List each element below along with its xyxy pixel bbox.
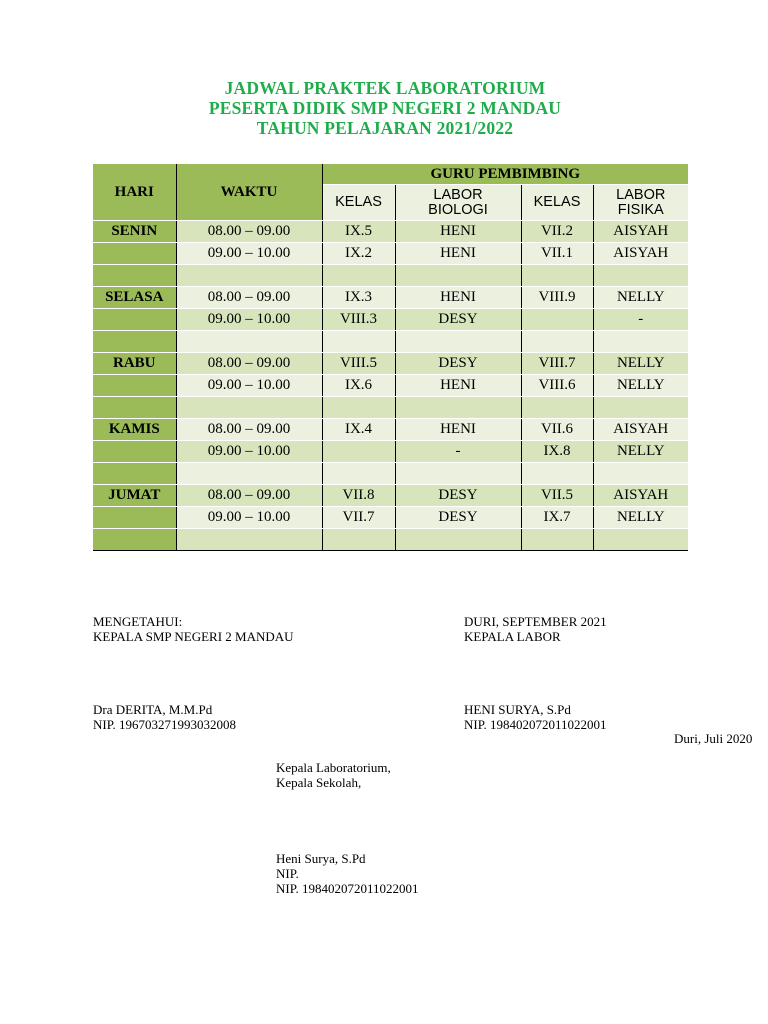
- table-row: [93, 419, 688, 441]
- cell-fisika: NELLY: [593, 375, 688, 397]
- cell-fisika: AISYAH: [593, 485, 688, 507]
- cell-biologi: HENI: [395, 287, 521, 309]
- cell-fisika: [593, 463, 688, 485]
- cell-biologi: [395, 529, 521, 551]
- title-line-1: JADWAL PRAKTEK LABORATORIUM: [224, 78, 546, 98]
- cell-kelas2: VIII.7: [521, 353, 593, 375]
- cell-kelas1: VII.7: [322, 507, 395, 529]
- cell-kelas1: [322, 529, 395, 551]
- cell-fisika: NELLY: [593, 441, 688, 463]
- cell-waktu: [176, 397, 322, 419]
- cell-biologi: -: [395, 441, 521, 463]
- cell-kelas1: VIII.5: [322, 353, 395, 375]
- header-kelas-1: KELAS: [322, 185, 395, 221]
- table-row: [93, 221, 688, 243]
- header-labor-fisika-line1: LABOR: [616, 186, 666, 203]
- cell-biologi: HENI: [395, 221, 521, 243]
- table-row: [93, 353, 688, 375]
- right-name: HENI SURYA, S.Pd: [464, 702, 571, 717]
- left-role: KEPALA SMP NEGERI 2 MANDAU: [93, 629, 294, 644]
- table-row: [93, 529, 688, 551]
- cell-kelas2: VII.1: [521, 243, 593, 265]
- table-row: [93, 485, 688, 507]
- cell-hari: [93, 529, 176, 551]
- cell-waktu: [176, 529, 322, 551]
- header-labor-biologi: [395, 185, 521, 221]
- cell-biologi: [395, 463, 521, 485]
- header-guru-pembimbing: GURU PEMBIMBING: [322, 164, 688, 185]
- cell-hari: SENIN: [93, 221, 176, 243]
- cell-biologi: HENI: [395, 419, 521, 441]
- cell-kelas1: VII.8: [322, 485, 395, 507]
- approval-block-left: [93, 614, 294, 644]
- cell-kelas1: [322, 397, 395, 419]
- table-row: [93, 507, 688, 529]
- signer-left: [93, 702, 236, 732]
- cell-kelas1: [322, 441, 395, 463]
- cell-hari: JUMAT: [93, 485, 176, 507]
- cell-waktu: 08.00 – 09.00: [176, 287, 322, 309]
- header-waktu: WAKTU: [176, 164, 322, 221]
- cell-waktu: 08.00 – 09.00: [176, 221, 322, 243]
- cell-kelas2: VIII.9: [521, 287, 593, 309]
- table-row: [93, 375, 688, 397]
- schedule-table: [93, 164, 688, 551]
- cell-biologi: [395, 397, 521, 419]
- cell-hari: RABU: [93, 353, 176, 375]
- cell-fisika: NELLY: [593, 507, 688, 529]
- cell-kelas1: [322, 331, 395, 353]
- header-labor-biologi-line2: BIOLOGI: [428, 201, 488, 218]
- signer-right: [464, 702, 607, 732]
- cell-fisika: [593, 265, 688, 287]
- table-row: [93, 397, 688, 419]
- cell-waktu: [176, 265, 322, 287]
- cell-fisika: -: [593, 309, 688, 331]
- cell-waktu: [176, 331, 322, 353]
- cell-hari: KAMIS: [93, 419, 176, 441]
- overflow-date: Duri, Juli 2020: [674, 731, 753, 746]
- cell-kelas2: VIII.6: [521, 375, 593, 397]
- cell-kelas2: IX.7: [521, 507, 593, 529]
- left-name: Dra DERITA, M.M.Pd: [93, 702, 213, 717]
- title-line-2: PESERTA DIDIK SMP NEGERI 2 MANDAU: [208, 98, 562, 118]
- table-row: [93, 287, 688, 309]
- table-row: [93, 463, 688, 485]
- cell-kelas2: [521, 309, 593, 331]
- cell-kelas1: [322, 265, 395, 287]
- cell-biologi: [395, 331, 521, 353]
- cell-hari: [93, 463, 176, 485]
- cell-hari: [93, 375, 176, 397]
- cell-fisika: [593, 529, 688, 551]
- cell-kelas1: IX.6: [322, 375, 395, 397]
- cell-fisika: [593, 397, 688, 419]
- cell-hari: [93, 507, 176, 529]
- cell-waktu: 09.00 – 10.00: [176, 243, 322, 265]
- table-row: [93, 309, 688, 331]
- header-labor-fisika-line2: FISIKA: [617, 201, 664, 218]
- table-row: [93, 331, 688, 353]
- cell-waktu: [176, 463, 322, 485]
- lower-nip: NIP. 198402072011022001: [276, 881, 419, 896]
- cell-fisika: NELLY: [593, 287, 688, 309]
- cell-kelas1: IX.4: [322, 419, 395, 441]
- cell-fisika: AISYAH: [593, 221, 688, 243]
- lower-role-2: Kepala Sekolah,: [276, 775, 362, 790]
- header-hari: HARI: [93, 164, 176, 221]
- lower-role-block: [276, 760, 391, 790]
- cell-kelas2: IX.8: [521, 441, 593, 463]
- cell-waktu: 08.00 – 09.00: [176, 485, 322, 507]
- header-labor-fisika: [593, 185, 688, 221]
- header-kelas-2: KELAS: [521, 185, 593, 221]
- cell-kelas1: IX.2: [322, 243, 395, 265]
- cell-fisika: AISYAH: [593, 419, 688, 441]
- cell-biologi: HENI: [395, 375, 521, 397]
- cell-fisika: NELLY: [593, 353, 688, 375]
- right-role: KEPALA LABOR: [464, 629, 561, 644]
- cell-kelas2: VII.6: [521, 419, 593, 441]
- approval-block-right: [464, 614, 607, 644]
- cell-kelas2: [521, 331, 593, 353]
- lower-nip-blank: NIP.: [276, 866, 299, 881]
- cell-biologi: DESY: [395, 353, 521, 375]
- cell-waktu: 08.00 – 09.00: [176, 353, 322, 375]
- lower-role-1: Kepala Laboratorium,: [276, 760, 391, 775]
- left-nip: NIP. 196703271993032008: [93, 717, 237, 732]
- cell-hari: [93, 441, 176, 463]
- cell-kelas2: VII.2: [521, 221, 593, 243]
- cell-hari: [93, 397, 176, 419]
- cell-kelas2: VII.5: [521, 485, 593, 507]
- cell-hari: [93, 331, 176, 353]
- lower-signer: [276, 851, 419, 896]
- cell-hari: SELASA: [93, 287, 176, 309]
- cell-waktu: 09.00 – 10.00: [176, 441, 322, 463]
- cell-kelas2: [521, 463, 593, 485]
- header-labor-biologi-line1: LABOR: [433, 186, 483, 203]
- lower-name: Heni Surya, S.Pd: [276, 851, 366, 866]
- cell-fisika: [593, 331, 688, 353]
- table-row: [93, 265, 688, 287]
- title-line-3: TAHUN PELAJARAN 2021/2022: [256, 118, 514, 138]
- cell-biologi: DESY: [395, 507, 521, 529]
- cell-biologi: HENI: [395, 243, 521, 265]
- cell-fisika: AISYAH: [593, 243, 688, 265]
- cell-waktu: 09.00 – 10.00: [176, 375, 322, 397]
- document-title: [0, 78, 768, 138]
- cell-hari: [93, 265, 176, 287]
- cell-biologi: [395, 265, 521, 287]
- cell-kelas1: IX.3: [322, 287, 395, 309]
- cell-kelas1: IX.5: [322, 221, 395, 243]
- cell-biologi: DESY: [395, 309, 521, 331]
- right-nip: NIP. 198402072011022001: [464, 717, 607, 732]
- cell-waktu: 09.00 – 10.00: [176, 507, 322, 529]
- cell-kelas1: [322, 463, 395, 485]
- cell-kelas2: [521, 265, 593, 287]
- cell-biologi: DESY: [395, 485, 521, 507]
- cell-hari: [93, 243, 176, 265]
- cell-hari: [93, 309, 176, 331]
- cell-kelas1: VIII.3: [322, 309, 395, 331]
- cell-waktu: 08.00 – 09.00: [176, 419, 322, 441]
- cell-kelas2: [521, 397, 593, 419]
- cell-waktu: 09.00 – 10.00: [176, 309, 322, 331]
- table-row: [93, 243, 688, 265]
- right-place-date: DURI, SEPTEMBER 2021: [464, 614, 607, 629]
- cell-kelas2: [521, 529, 593, 551]
- left-label: MENGETAHUI:: [93, 614, 183, 629]
- table-row: [93, 441, 688, 463]
